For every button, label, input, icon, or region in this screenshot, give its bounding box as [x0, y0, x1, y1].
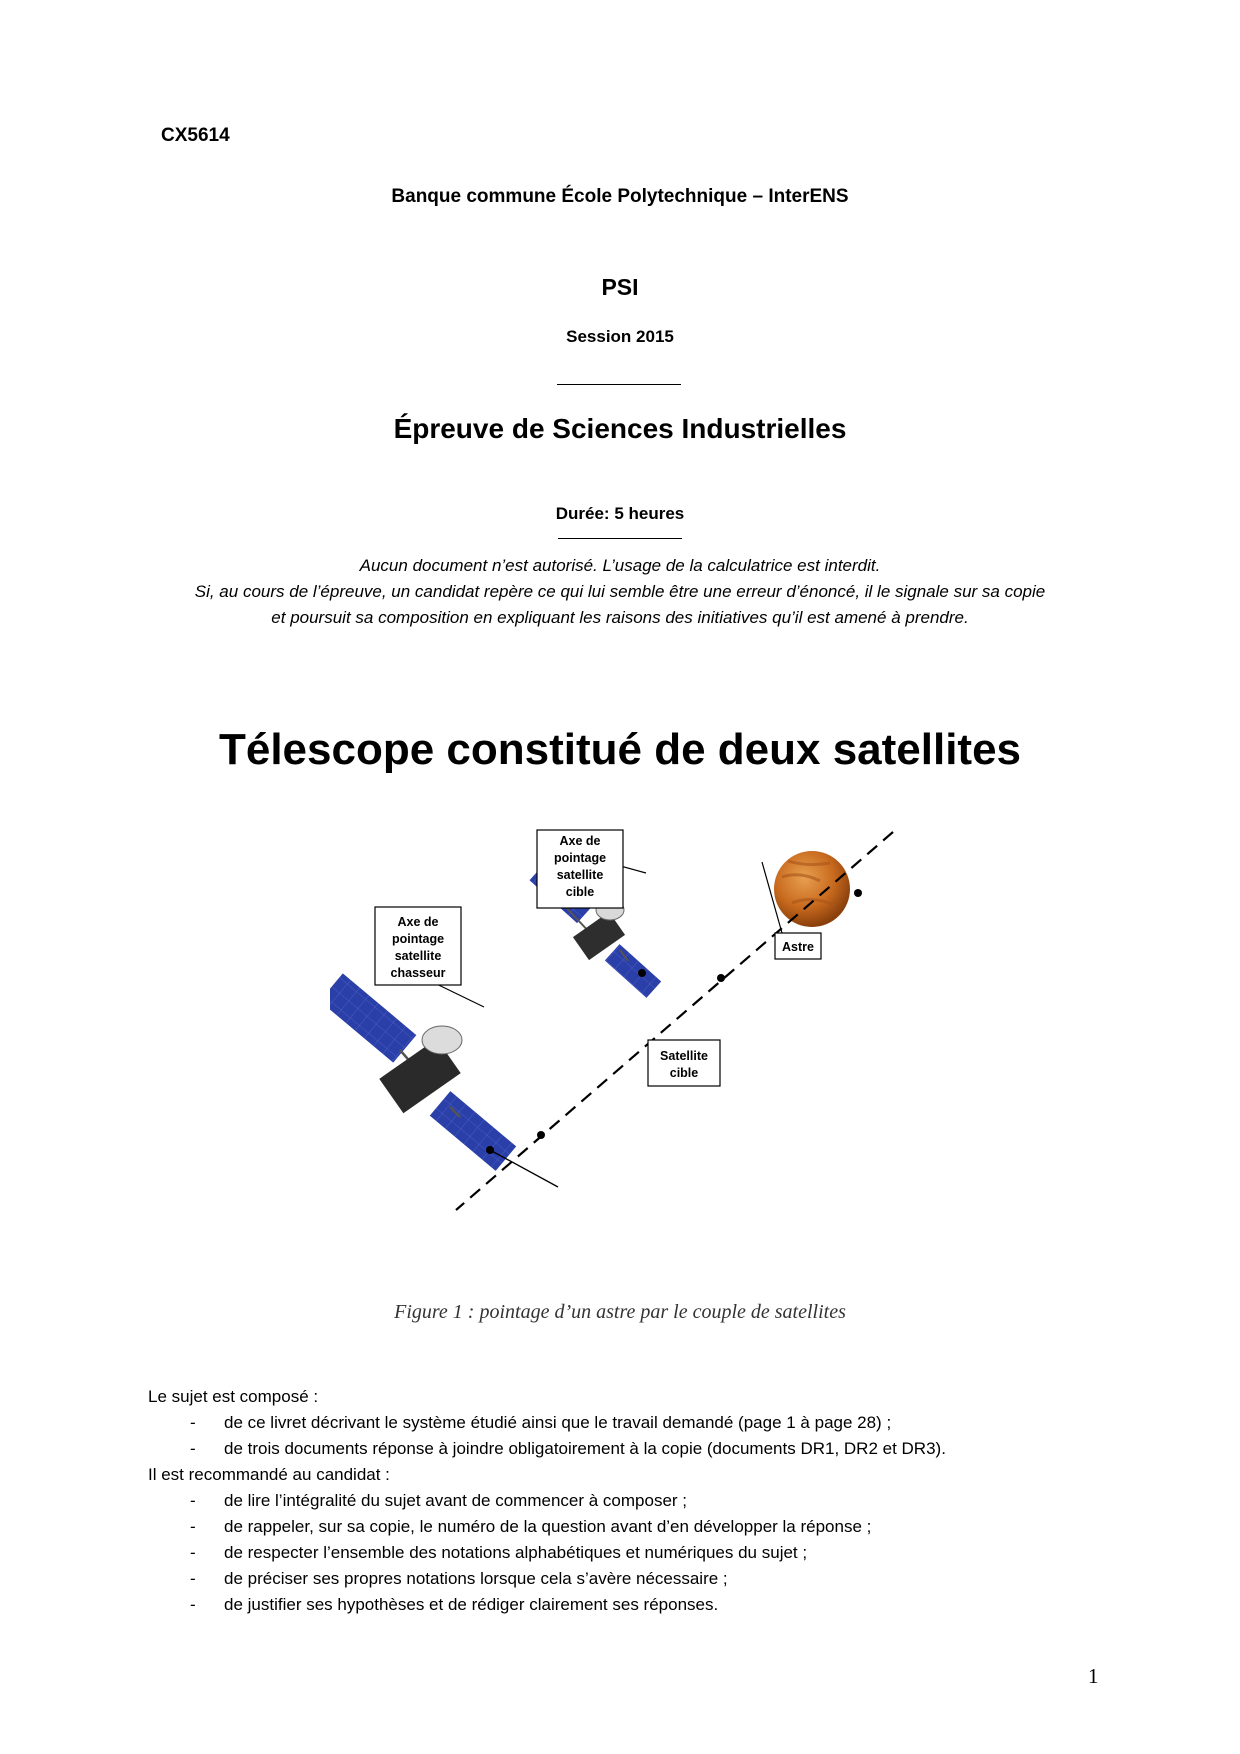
label-axe-cible: pointage	[553, 851, 607, 865]
recommendations-list	[148, 1488, 871, 1618]
exam-section: PSI	[601, 274, 639, 300]
list-item: - de lire l’intégralité du sujet avant de commencer à composer ;	[190, 1491, 688, 1510]
instruction-line: et poursuit sa composition en expliquant les raisons des initiatives qu’il est amené à prendre.	[271, 608, 969, 627]
composition-list	[148, 1410, 946, 1462]
exam-duration: Durée: 5 heures	[555, 504, 685, 523]
satellite-figure	[330, 825, 950, 1285]
label-axe-chasseur: chasseur	[390, 966, 446, 980]
list-item: - de rappeler, sur sa copie, le numéro de la question avant d’en développer la réponse ;	[190, 1517, 872, 1536]
label-astre: Astre	[782, 940, 814, 954]
page-number: 1	[1088, 1664, 1099, 1688]
divider	[557, 384, 681, 385]
pointing-axis-line	[456, 832, 893, 1210]
planet-icon	[774, 851, 850, 927]
label-satellite-cible: Satellite	[660, 1049, 708, 1063]
list-item: - de ce livret décrivant le système étudié ainsi que le travail demandé (page 1 à page 28) ;	[190, 1413, 892, 1432]
figure-caption: Figure 1 : pointage d’un astre par le couple de satellites	[394, 1301, 846, 1323]
instruction-line: Aucun document n’est autorisé. L’usage de la calculatrice est interdit.	[359, 556, 881, 575]
instruction-line: Si, au cours de l’épreuve, un candidat repère ce qui lui semble être une erreur d’énoncé, il le signale sur sa copie	[194, 582, 1046, 601]
list-item: - de préciser ses propres notations lorsque cela s’avère nécessaire ;	[190, 1569, 728, 1588]
exam-title: Épreuve de Sciences Industrielles	[393, 413, 847, 444]
label-axe-cible: Axe de	[559, 834, 601, 848]
chaser-satellite-icon	[330, 973, 558, 1187]
composition-intro: Le sujet est composé :	[148, 1387, 319, 1406]
label-axe-cible: satellite	[556, 868, 604, 882]
label-axe-chasseur: Axe de	[397, 915, 439, 929]
list-item: - de respecter l’ensemble des notations alphabétiques et numériques du sujet ;	[190, 1543, 808, 1562]
label-satellite-cible: cible	[669, 1066, 699, 1080]
exam-session: Session 2015	[566, 327, 674, 346]
label-axe-chasseur: pointage	[391, 932, 445, 946]
label-axe-chasseur: satellite	[394, 949, 442, 963]
list-item: - de trois documents réponse à joindre obligatoirement à la copie (documents DR1, DR2 et DR3).	[190, 1439, 946, 1458]
exam-code: CX5614	[161, 125, 230, 146]
label-axe-cible: cible	[565, 885, 595, 899]
exam-bank: Banque commune École Polytechnique – InterENS	[391, 186, 849, 207]
recommendations-intro: Il est recommandé au candidat :	[148, 1465, 390, 1484]
document-title: Télescope constitué de deux satellites	[218, 725, 1022, 774]
list-item: - de justifier ses hypothèses et de rédiger clairement ses réponses.	[190, 1595, 719, 1614]
divider	[558, 538, 682, 539]
